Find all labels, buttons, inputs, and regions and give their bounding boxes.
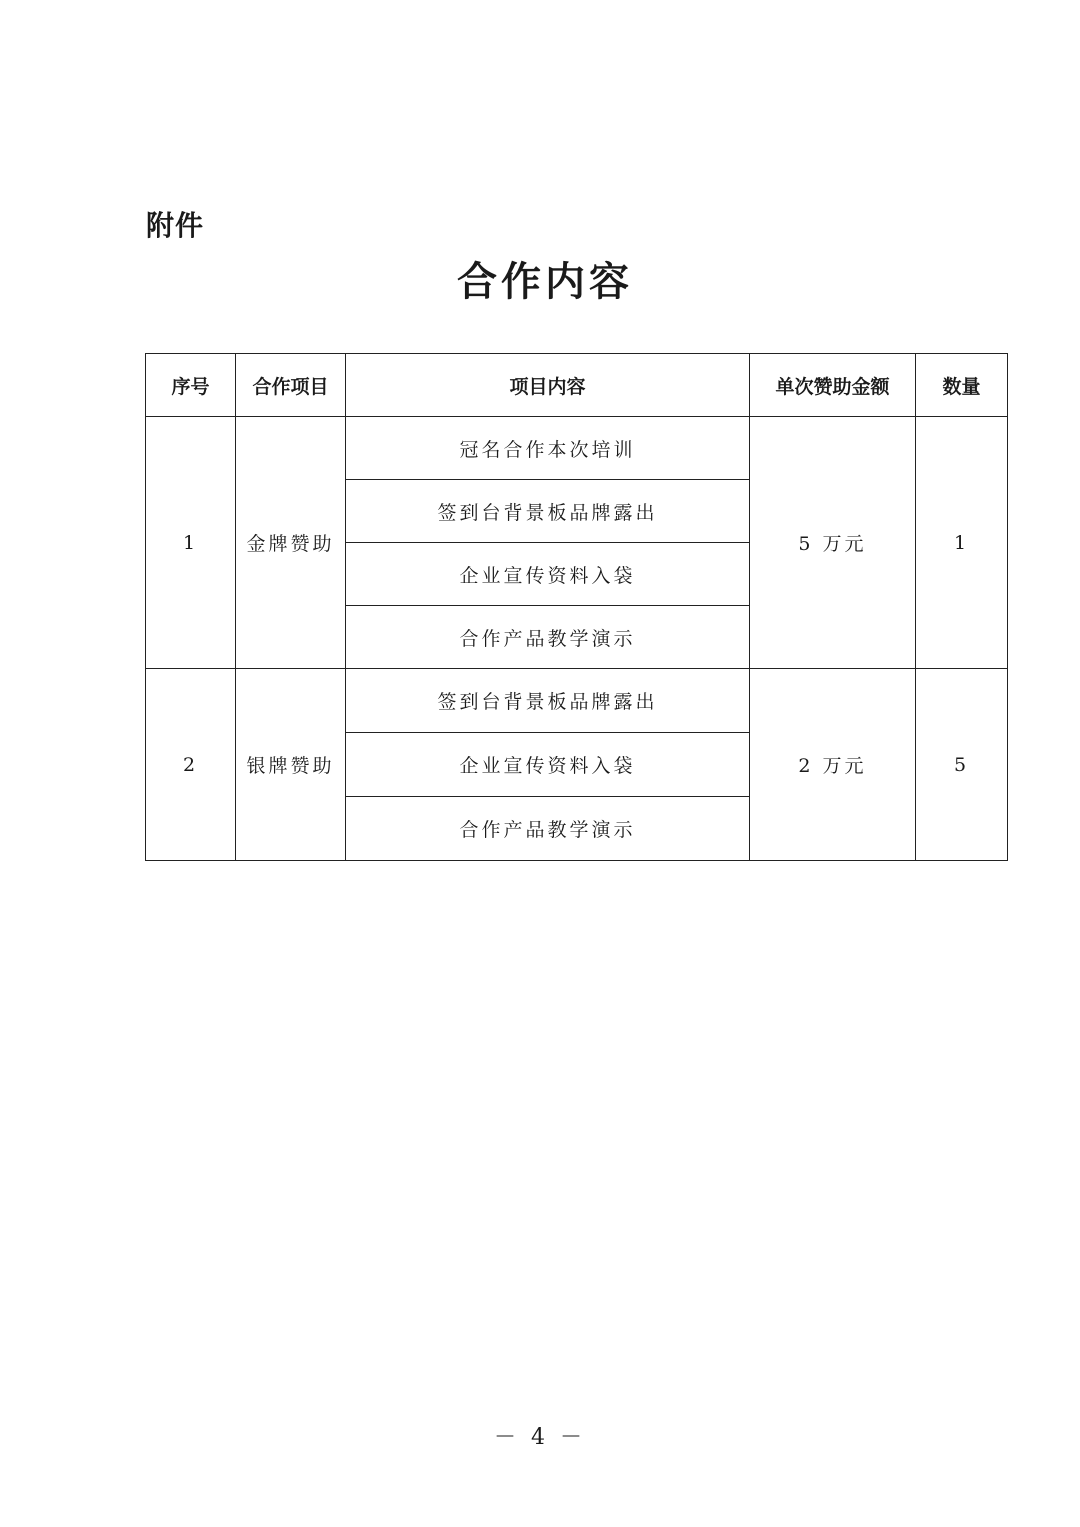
cell-quantity: 1 bbox=[916, 417, 1008, 669]
document-title: 合作内容 bbox=[457, 258, 633, 305]
cell-content: 签到台背景板品牌露出 bbox=[346, 480, 750, 543]
cell-content: 合作产品教学演示 bbox=[346, 606, 750, 669]
cell-content: 企业宣传资料入袋 bbox=[346, 543, 750, 606]
page-number: － 4 － bbox=[494, 1425, 586, 1450]
table-row bbox=[146, 417, 1008, 480]
header-item: 合作项目 bbox=[236, 354, 346, 417]
cell-quantity: 5 bbox=[916, 669, 1008, 861]
header-amount: 单次赞助金额 bbox=[750, 354, 916, 417]
cell-content: 签到台背景板品牌露出 bbox=[346, 669, 750, 733]
header-quantity: 数量 bbox=[916, 354, 1008, 417]
table-row bbox=[146, 669, 1008, 733]
cell-item: 银牌赞助 bbox=[236, 669, 346, 861]
cell-amount: 5 万元 bbox=[750, 417, 916, 669]
table-header-row bbox=[146, 354, 1008, 417]
header-content: 项目内容 bbox=[346, 354, 750, 417]
header-serial: 序号 bbox=[146, 354, 236, 417]
cell-serial: 2 bbox=[146, 669, 236, 861]
attachment-label: 附件 bbox=[146, 209, 205, 242]
cell-serial: 1 bbox=[146, 417, 236, 669]
cell-content: 合作产品教学演示 bbox=[346, 797, 750, 861]
cell-content: 企业宣传资料入袋 bbox=[346, 733, 750, 797]
cell-content: 冠名合作本次培训 bbox=[346, 417, 750, 480]
cell-amount: 2 万元 bbox=[750, 669, 916, 861]
cooperation-table bbox=[145, 353, 1008, 861]
cell-item: 金牌赞助 bbox=[236, 417, 346, 669]
